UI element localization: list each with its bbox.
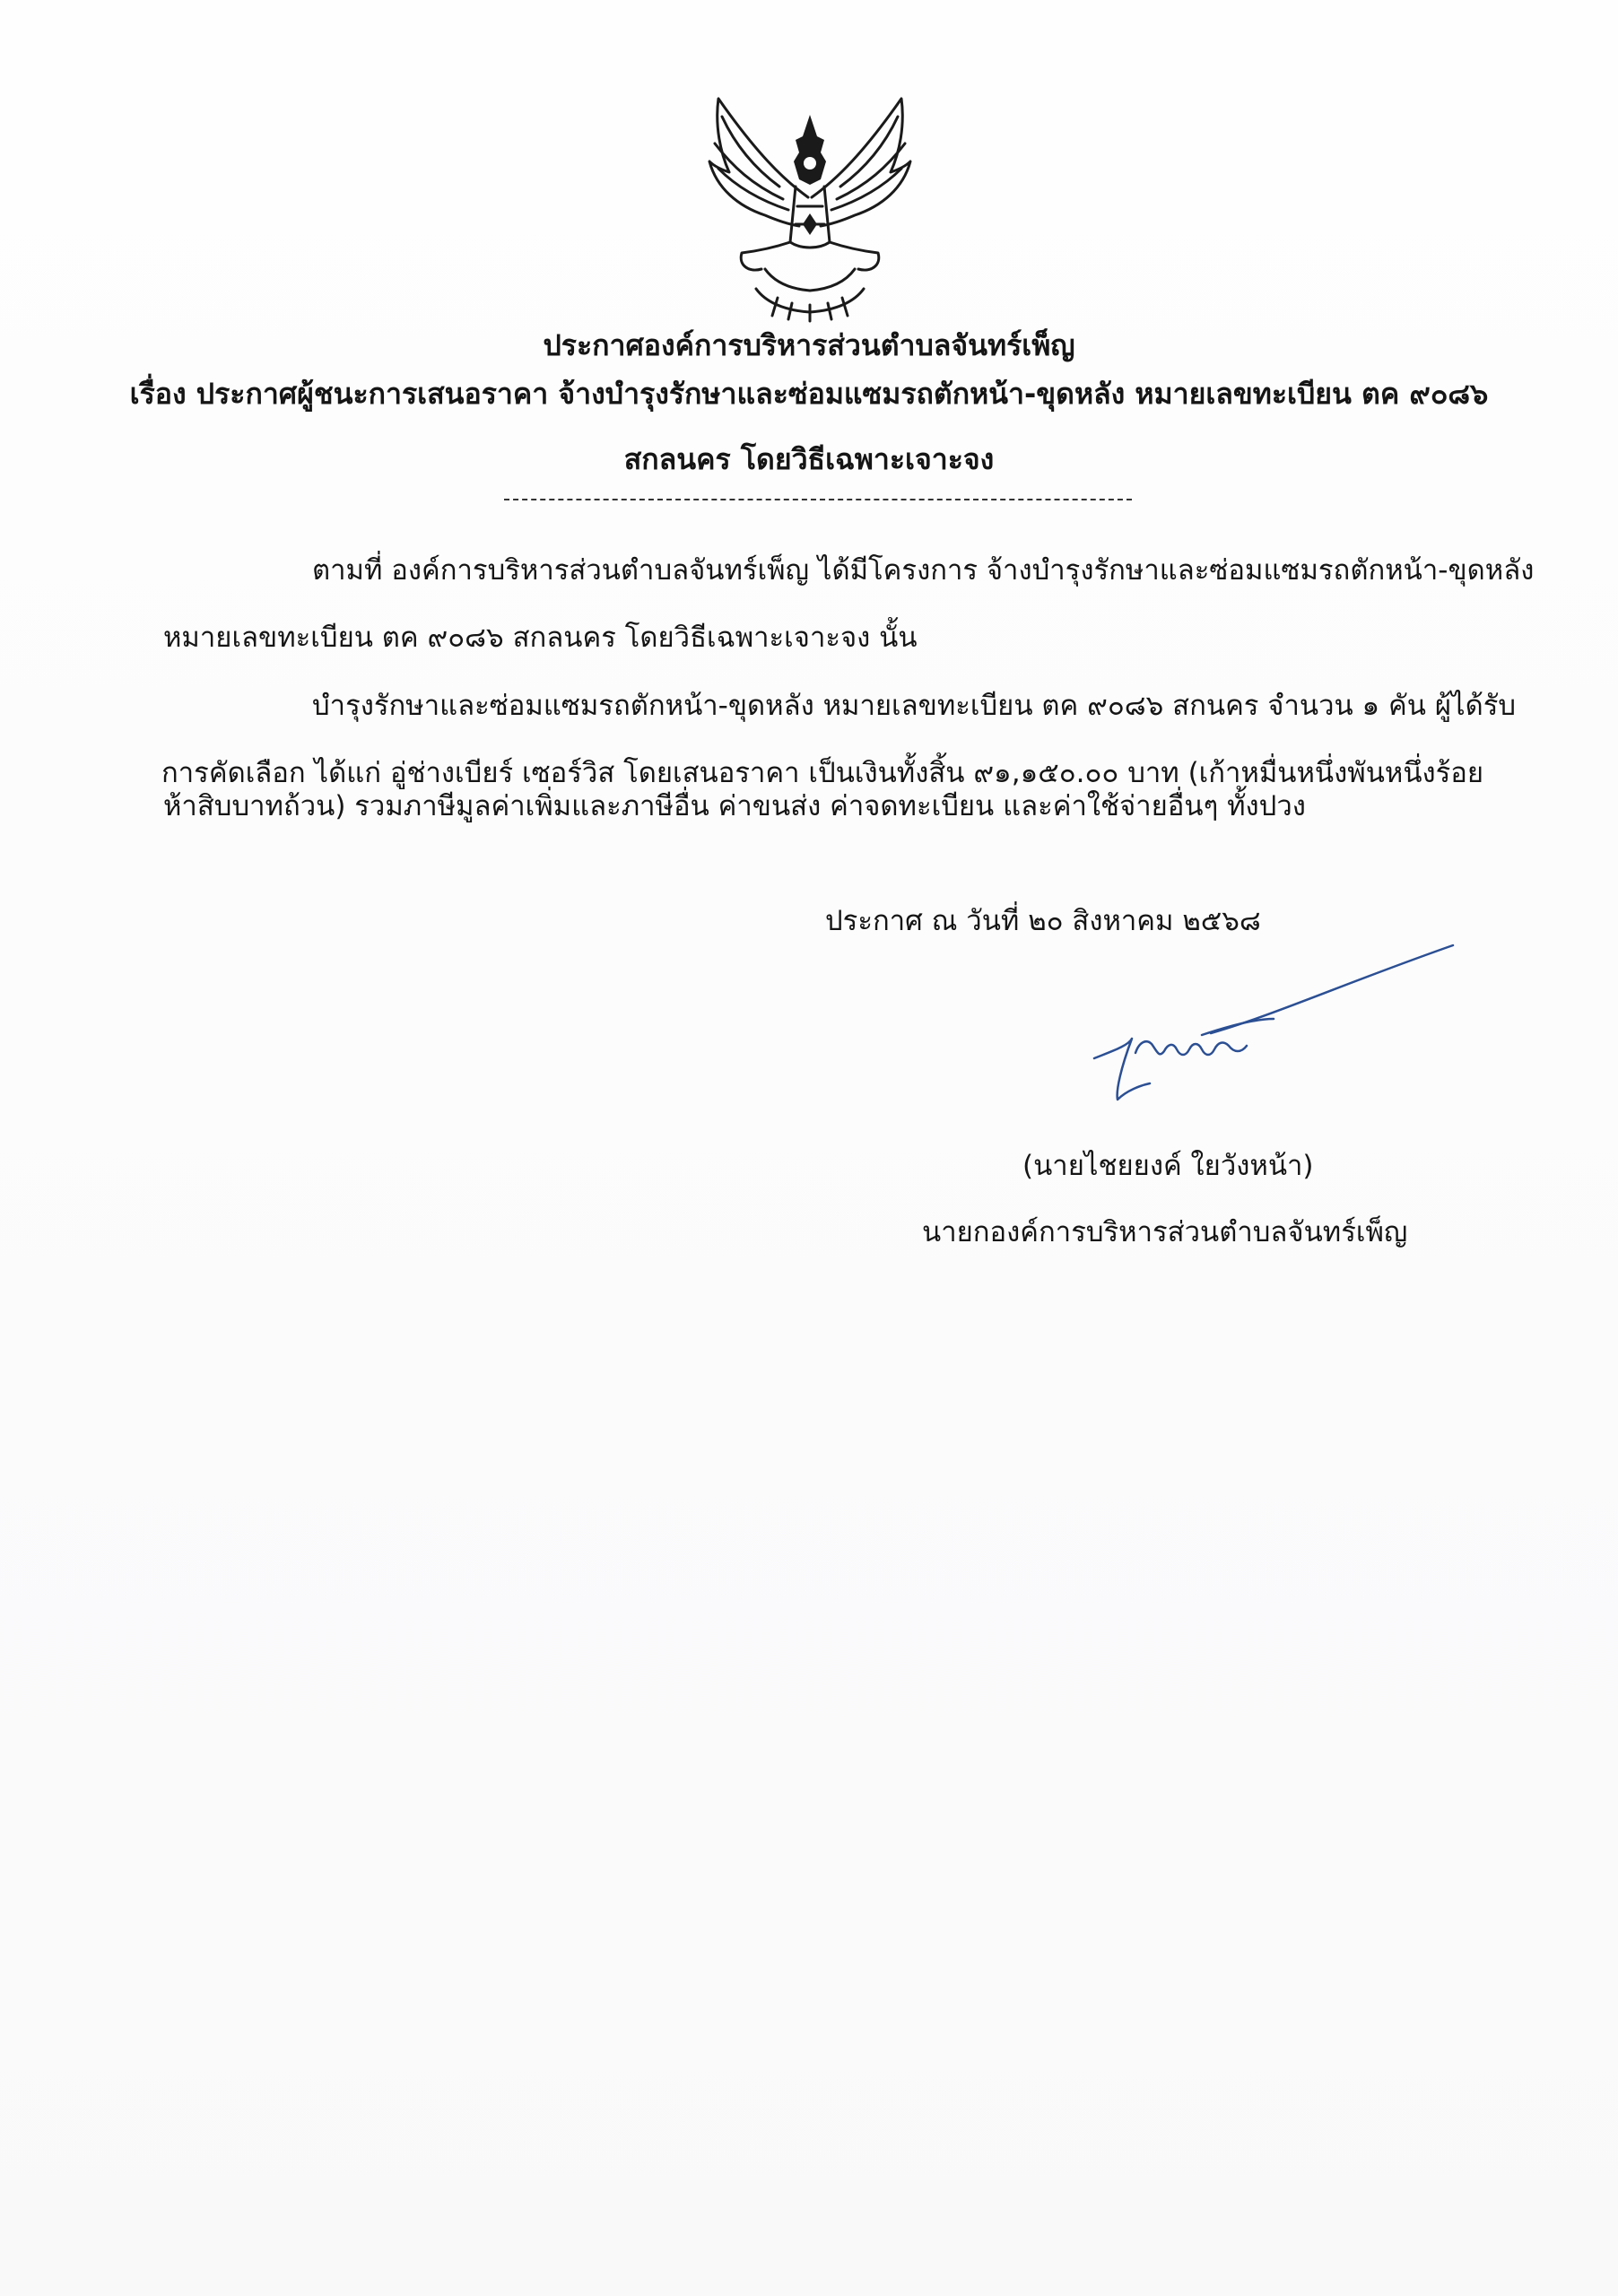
paragraph-1-line-2: หมายเลขทะเบียน ตค ๙๐๘๖ สกลนคร โดยวิธีเฉพาะเจาะจง นั้น <box>163 622 918 654</box>
paragraph-2-line-1: บำรุงรักษาและซ่อมแซมรถตักหน้า-ขุดหลัง หมายเลขทะเบียน ตค ๙๐๘๖ สกนคร จำนวน ๑ คัน ผู้ได้รับ <box>312 690 1517 722</box>
handwritten-signature <box>1076 933 1471 1112</box>
subject-line-1: เรื่อง ประกาศผู้ชนะการเสนอราคา จ้างบำรุงรักษาและซ่อมแซมรถตักหน้า-ขุดหลัง หมายเลขทะเบียน ตค ๙๐๘๖ <box>129 377 1489 411</box>
signer-name: (นายไชยยงค์ ใยวังหน้า) <box>1022 1150 1314 1182</box>
garuda-emblem-icon <box>702 90 918 325</box>
signer-title: นายกองค์การบริหารส่วนตำบลจันทร์เพ็ญ <box>922 1216 1408 1248</box>
paragraph-1-line-1: ตามที่ องค์การบริหารส่วนตำบลจันทร์เพ็ญ ได้มีโครงการ จ้างบำรุงรักษาและซ่อมแซมรถตักหน้า-ขุดหลัง <box>312 554 1535 587</box>
paragraph-2-line-3: ห้าสิบบาทถ้วน) รวมภาษีมูลค่าเพิ่มและภาษีอื่น ค่าขนส่ง ค่าจดทะเบียน และค่าใช้จ่ายอื่นๆ ทั้งปวง <box>163 790 1306 822</box>
paragraph-2-line-2: การคัดเลือก ได้แก่ อู่ช่างเบียร์ เซอร์วิส โดยเสนอราคา เป็นเงินทั้งสิ้น ๙๑,๑๕๐.๐๐ บาท (เก้าหมื่นหนึ่งพันหนึ่งร้อย <box>161 757 1484 789</box>
announcement-title: ประกาศองค์การบริหารส่วนตำบลจันทร์เพ็ญ <box>543 328 1075 362</box>
subject-line-2: สกลนคร โดยวิธีเฉพาะเจาะจง <box>623 442 995 476</box>
announcement-date: ประกาศ ณ วันที่ ๒๐ สิงหาคม ๒๕๖๘ <box>825 905 1261 937</box>
divider <box>504 499 1132 500</box>
